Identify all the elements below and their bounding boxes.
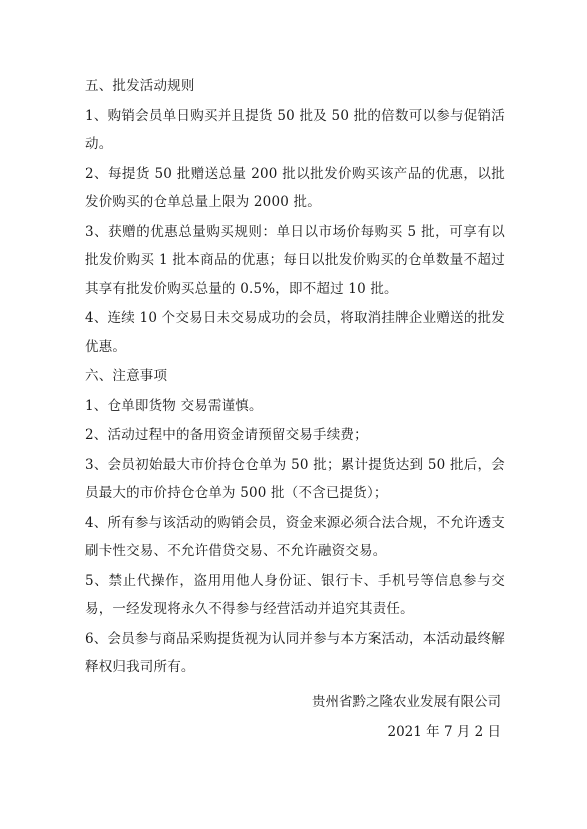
note-item-4: 4、所有参与该活动的购销会员，资金来源必须合法合规，不允许透支刷卡性交易、不允许借贷交易、不允许融资交易。 xyxy=(85,514,505,559)
rule-item-2: 2、每提货 50 批赠送总量 200 批以批发价购买该产品的优惠，以批发价购买的仓单总量上限为 2000 批。 xyxy=(85,165,505,210)
rule-item-4: 4、连续 10 个交易日未交易成功的会员，将取消挂牌企业赠送的批发优惠。 xyxy=(85,310,505,355)
note-item-6: 6、会员参与商品采购提货视为认同并参与本方案活动，本活动最终解释权归我司所有。 xyxy=(85,630,505,675)
section-heading-wholesale-rules: 五、批发活动规则 xyxy=(85,78,195,94)
signature-date: 2021 年 7 月 2 日 xyxy=(387,724,501,740)
note-item-1: 1、仓单即货物 交易需谨慎。 xyxy=(85,397,263,414)
section-heading-notes: 六、注意事项 xyxy=(85,368,168,384)
note-item-2: 2、活动过程中的备用资金请预留交易手续费； xyxy=(85,427,368,443)
document-body xyxy=(85,72,505,683)
note-item-3: 3、会员初始最大市价持仓仓单为 50 批；累计提货达到 50 批后，会员最大的市价持仓仓单为 500 批（不含已提货）； xyxy=(85,456,505,501)
note-item-5: 5、禁止代操作，盗用用他人身份证、银行卡、手机号等信息参与交易，一经发现将永久不得参与经营活动并追究其责任。 xyxy=(85,572,505,617)
signature-company: 贵州省黔之隆农业发展有限公司 xyxy=(312,694,501,710)
rule-item-3: 3、获赠的优惠总量购买规则：单日以市场价每购买 5 批，可享有以批发价购买 1 批本商品的优惠；每日以批发价购买的仓单数量不超过其享有批发价购买总量的 0.5%，即不超过 10 批。 xyxy=(85,223,505,297)
rule-item-1: 1、购销会员单日购买并且提货 50 批及 50 批的倍数可以参与促销活动。 xyxy=(85,107,505,152)
